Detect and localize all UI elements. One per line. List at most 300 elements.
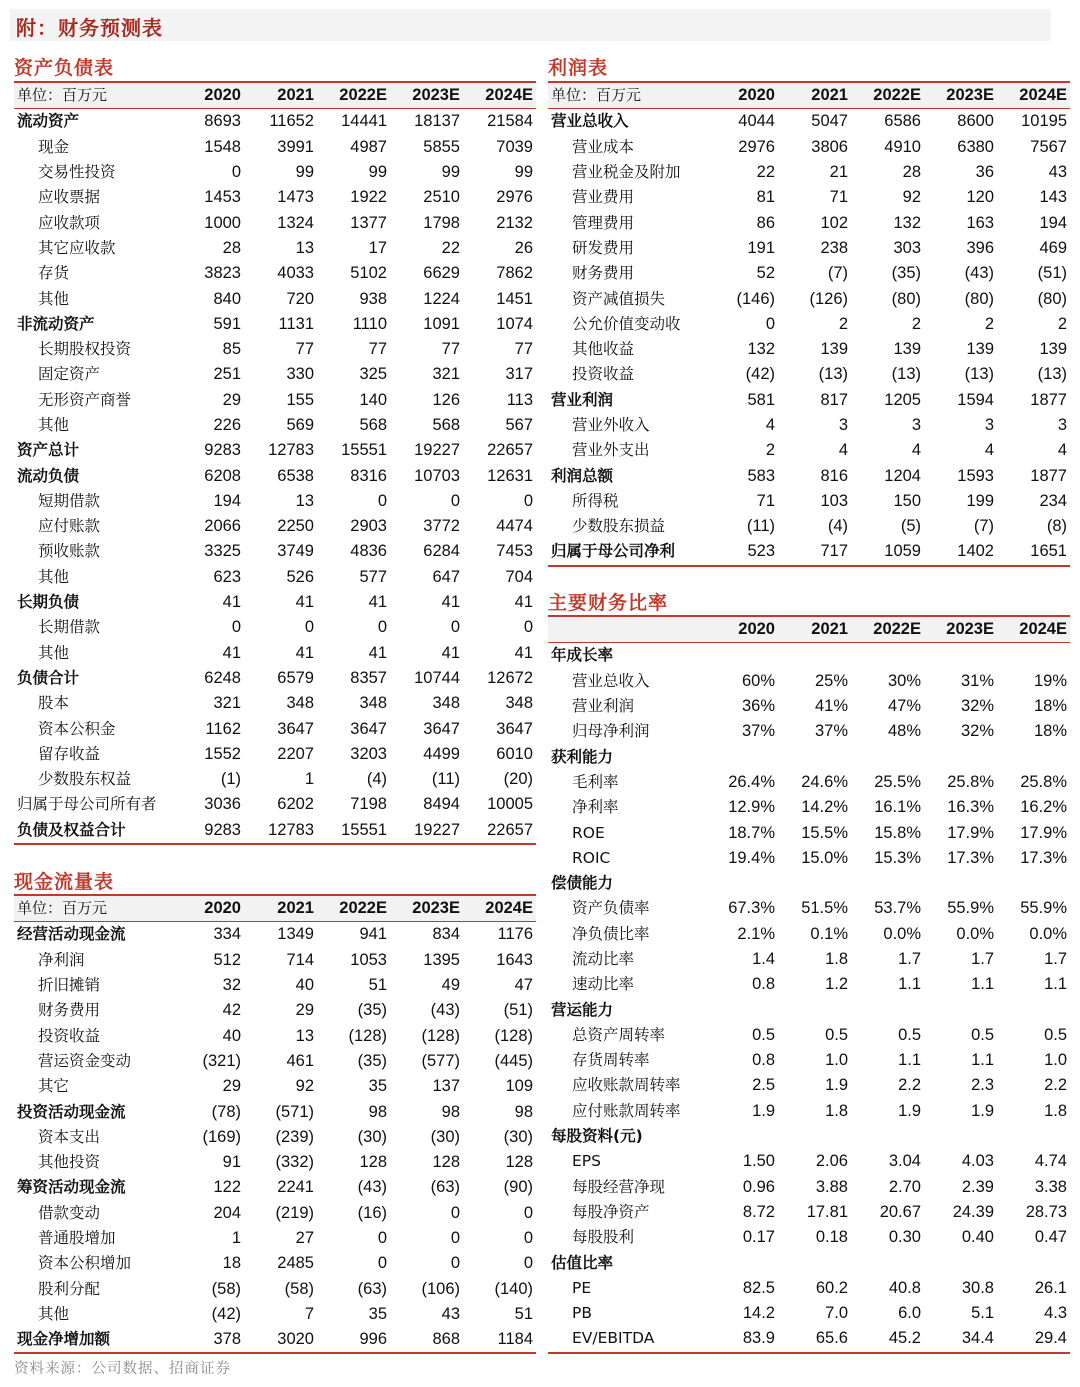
cell-value (778, 1124, 851, 1149)
cell-value: 83.9 (709, 1326, 778, 1352)
table-row (14, 1074, 536, 1099)
row-label: 长期借款 (38, 618, 101, 637)
cell-value: 1.8 (825, 950, 848, 968)
cell-value: 1205 (884, 390, 921, 409)
cell-value: 3020 (244, 1327, 317, 1353)
cell-value: 13 (295, 238, 314, 257)
cell-value: 139 (1039, 340, 1067, 359)
cell-value: (13) (891, 365, 921, 384)
row-label: 负债合计 (17, 668, 80, 687)
cell-value: 704 (505, 567, 533, 586)
row-label: 应收票据 (38, 188, 101, 207)
cell-value: 1224 (423, 289, 460, 308)
row-label: 折旧摊销 (38, 976, 101, 995)
cell-value: 0 (450, 618, 460, 637)
cell-value: 1059 (851, 539, 924, 565)
table-row (14, 1175, 536, 1200)
unit-label: 单位：百万元 (548, 82, 709, 109)
cell-value: 41 (514, 593, 533, 612)
cell-value: 303 (893, 238, 921, 257)
cell-value: 7039 (496, 137, 533, 156)
table-row (14, 1125, 536, 1150)
table-row (548, 744, 1070, 769)
cell-value: 461 (286, 1051, 314, 1070)
cell-value: 1.9 (752, 1101, 775, 1120)
cell-value: (13) (1037, 365, 1067, 384)
cell-value: (51) (1037, 264, 1067, 283)
cell-value: 16.1% (874, 798, 921, 817)
cell-value: 53.7% (874, 899, 921, 918)
cell-value: 1 (231, 1229, 241, 1247)
cell-value: 4 (838, 441, 848, 460)
cell-value: 18.7% (728, 823, 775, 842)
cell-value: 1.2 (825, 975, 848, 994)
row-label: 资本支出 (38, 1127, 101, 1146)
cell-value: 1798 (423, 213, 460, 232)
row-label: 资产减值损失 (572, 289, 666, 308)
cell-value: 1.1 (898, 975, 921, 994)
cell-value: 7.0 (825, 1304, 848, 1323)
year-header: 2020 (709, 82, 778, 109)
cell-value: (35) (891, 264, 921, 283)
cell-value: 1453 (204, 188, 241, 207)
table-row (548, 1326, 1070, 1352)
table-row (14, 998, 536, 1023)
cell-value: 526 (286, 567, 314, 586)
cell-value (997, 1124, 1070, 1149)
table-row (548, 1225, 1070, 1250)
cell-value: 14441 (341, 112, 387, 131)
cell-value: 24.6% (801, 772, 848, 791)
cell-value: 17.81 (806, 1202, 848, 1221)
cell-value: 36% (741, 697, 775, 716)
cell-value (924, 1124, 997, 1149)
cell-value: 1.7 (971, 950, 994, 968)
cell-value: 2 (1057, 314, 1067, 333)
table-row (548, 1276, 1070, 1301)
cell-value: 7 (304, 1304, 314, 1323)
cell-value: 8.72 (742, 1202, 775, 1221)
cell-value: 37% (814, 722, 848, 741)
row-label: 营业税金及附加 (572, 163, 681, 182)
cell-value: 3749 (277, 542, 314, 561)
cell-value: 3647 (423, 719, 460, 738)
row-label: 资产总计 (17, 441, 80, 460)
row-label: 其他 (38, 567, 70, 586)
cell-value: (8) (1046, 517, 1067, 536)
cell-value: 128 (359, 1153, 387, 1172)
cell-value: 2207 (277, 744, 314, 763)
table-row (14, 615, 536, 640)
cell-value: 32% (960, 722, 994, 741)
row-label: 筹资活动现金流 (17, 1178, 126, 1197)
cell-value: 15.5% (801, 823, 848, 842)
source-note: 资料来源：公司数据、招商证券 (14, 1361, 231, 1377)
cell-value: 1.9 (825, 1076, 848, 1095)
year-header: 2022E (851, 82, 924, 109)
table-row (548, 388, 1070, 413)
row-label: 营业总收入 (572, 671, 650, 690)
cell-value: 24.39 (952, 1202, 994, 1221)
cell-value: 103 (820, 491, 848, 510)
cell-value: 334 (213, 925, 241, 944)
cell-value: 143 (1039, 188, 1067, 207)
cell-value: 8316 (350, 466, 387, 485)
cell-value: 577 (359, 567, 387, 586)
row-label: 存货周转率 (572, 1051, 650, 1070)
cell-value: 0 (377, 618, 387, 637)
cell-value: 22657 (487, 441, 533, 460)
table-row (14, 1276, 536, 1301)
cell-value: 155 (286, 390, 314, 409)
income-statement-table (548, 81, 1070, 567)
cell-value: 15.8% (874, 823, 921, 842)
cell-value: 27 (295, 1229, 314, 1247)
table-row (548, 896, 1070, 921)
cell-value: 317 (505, 365, 533, 384)
cell-value: 139 (893, 340, 921, 359)
cell-value: 6202 (277, 795, 314, 814)
cell-value: 7198 (350, 795, 387, 814)
cell-value: 18137 (414, 112, 460, 131)
table-row (14, 210, 536, 235)
cell-value: 6.0 (898, 1304, 921, 1323)
row-label: 资本公积金 (38, 719, 116, 738)
table-row (548, 669, 1070, 694)
table-row (548, 1149, 1070, 1174)
cell-value: (321) (202, 1051, 241, 1070)
table-row (14, 539, 536, 564)
cell-value: 0.1% (810, 924, 848, 943)
cell-value: 139 (966, 340, 994, 359)
cell-value: 7567 (1030, 137, 1067, 156)
table-row (548, 1250, 1070, 1275)
cell-value: 3647 (350, 719, 387, 738)
cell-value: 10005 (487, 795, 533, 814)
cell-value: (11) (746, 517, 775, 536)
cell-value: 817 (820, 390, 848, 409)
row-label: 年成长率 (551, 646, 614, 665)
row-label: 营运能力 (551, 1000, 614, 1019)
row-label: PB (572, 1304, 592, 1323)
cell-value: 0.17 (742, 1228, 775, 1247)
cell-value: 469 (1039, 238, 1067, 257)
cell-value: (90) (503, 1178, 533, 1197)
cell-value: 647 (432, 567, 460, 586)
table-row (14, 792, 536, 817)
cell-value: 6248 (204, 668, 241, 687)
row-label: 应收账款周转率 (572, 1076, 681, 1095)
row-label: EPS (572, 1152, 601, 1171)
table-row (14, 286, 536, 311)
cell-value: 47% (887, 697, 921, 716)
cell-value: 18 (222, 1254, 241, 1273)
cell-value: 0 (450, 491, 460, 510)
cell-value: 717 (778, 539, 851, 565)
table-row (548, 160, 1070, 185)
cell-value: 1074 (496, 314, 533, 333)
cell-value: 29 (222, 390, 241, 409)
cell-value: 4499 (423, 744, 460, 763)
row-label: 流动比率 (572, 950, 635, 968)
cell-value: 40.8 (888, 1278, 921, 1297)
cell-value: (106) (421, 1279, 460, 1298)
cell-value: (4) (366, 770, 387, 789)
row-label: ROIC (572, 848, 611, 867)
cell-value: 52 (756, 264, 775, 283)
cell-value: 2 (838, 314, 848, 333)
row-label: 每股资料(元) (551, 1127, 643, 1146)
table-row (14, 160, 536, 185)
cell-value: 1053 (350, 950, 387, 969)
cell-value: 0 (523, 1203, 533, 1222)
cell-value: (43) (964, 264, 994, 283)
table-header-row (548, 82, 1070, 109)
cell-value (709, 643, 778, 669)
cell-value: 26.1 (1034, 1278, 1067, 1297)
cell-value: 1877 (1030, 390, 1067, 409)
cell-value: 1.50 (742, 1152, 775, 1171)
page-title-bar (10, 9, 1051, 41)
cell-value: 29.4 (997, 1326, 1070, 1352)
cell-value: 234 (1039, 491, 1067, 510)
table-row (14, 1201, 536, 1226)
year-header: 2023E (924, 616, 997, 643)
cell-value: 15551 (341, 441, 387, 460)
cell-value: (20) (503, 770, 533, 789)
cell-value: 321 (432, 365, 460, 384)
cell-value: 128 (432, 1153, 460, 1172)
cell-value: 137 (432, 1077, 460, 1096)
table-row (548, 1099, 1070, 1124)
cell-value: 1.8 (1044, 1101, 1067, 1120)
row-label: 每股股利 (572, 1228, 635, 1247)
table-row (548, 947, 1070, 972)
cell-value: 1110 (352, 314, 387, 333)
cell-value: 194 (1039, 213, 1067, 232)
cell-value: (80) (964, 289, 994, 308)
cell-value: (7) (827, 264, 848, 283)
cell-value: 92 (295, 1077, 314, 1096)
row-label: 营业利润 (572, 697, 635, 716)
cell-value: 3823 (204, 264, 241, 283)
cell-value: 868 (390, 1327, 463, 1353)
cell-value: 568 (359, 416, 387, 434)
cell-value: 51.5% (801, 899, 848, 918)
table-row (14, 1150, 536, 1175)
cell-value: 330 (286, 365, 314, 384)
cell-value: 623 (213, 567, 241, 586)
cell-value: 1552 (204, 744, 241, 763)
cell-value: (146) (736, 289, 775, 308)
cell-value: 17.9% (947, 823, 994, 842)
cell-value: 8600 (957, 112, 994, 131)
year-header: 2022E (317, 82, 390, 109)
cell-value: 512 (213, 950, 241, 969)
cell-value: 0 (377, 1254, 387, 1273)
cell-value: 2132 (496, 213, 533, 232)
cell-value: (63) (430, 1178, 460, 1197)
row-label: 公允价值变动收 (572, 314, 681, 333)
row-label: 管理费用 (572, 213, 635, 232)
cell-value: 3 (838, 416, 848, 434)
cell-value: (80) (891, 289, 921, 308)
cell-value: 41 (368, 593, 387, 612)
unit-label (548, 616, 709, 643)
row-label: EV/EBITDA (548, 1326, 709, 1352)
cell-value: 22 (756, 163, 775, 182)
cell-value: 191 (747, 238, 775, 257)
cell-value: 60% (741, 671, 775, 690)
cell-value: 2903 (350, 517, 387, 536)
cell-value: (35) (357, 1051, 387, 1070)
table-row (548, 286, 1070, 311)
cell-value: (16) (357, 1203, 387, 1222)
cell-value: 22657 (463, 818, 536, 844)
row-label: 无形资产商誉 (38, 390, 132, 409)
cell-value: 2976 (738, 137, 775, 156)
cell-value: 1451 (496, 289, 533, 308)
row-label: 应付账款周转率 (572, 1101, 681, 1120)
cell-value: 2.2 (898, 1076, 921, 1095)
cell-value: (11) (431, 770, 460, 789)
cell-value: 86 (756, 213, 775, 232)
row-label: 交易性投资 (38, 163, 116, 182)
row-label: 长期负债 (17, 593, 80, 612)
cell-value: 13 (295, 1026, 314, 1045)
cell-value: 4033 (277, 264, 314, 283)
row-label: 财务费用 (572, 264, 635, 283)
cell-value: (1) (220, 770, 241, 789)
cell-value: 1377 (350, 213, 387, 232)
cell-value: 1548 (204, 137, 241, 156)
table-row (548, 210, 1070, 235)
year-header: 2023E (390, 82, 463, 109)
row-label: 其他 (38, 289, 70, 308)
cell-value: 1402 (924, 539, 997, 565)
cell-value: 6629 (423, 264, 460, 283)
table-header-row (14, 82, 536, 109)
table-row (14, 236, 536, 261)
table-row (14, 565, 536, 590)
table-row (548, 109, 1070, 135)
table-row (14, 641, 536, 666)
row-label: 投资活动现金流 (17, 1102, 126, 1121)
cell-value: 321 (213, 694, 241, 713)
table-row (548, 1023, 1070, 1048)
cell-value: 1877 (1030, 466, 1067, 485)
cell-value: (219) (275, 1203, 314, 1222)
row-label: 其他投资 (38, 1153, 101, 1172)
year-header: 2024E (997, 82, 1070, 109)
cell-value: 1.4 (752, 950, 775, 968)
cell-value: 31% (960, 671, 994, 690)
table-row (14, 135, 536, 160)
cell-value: 1473 (277, 188, 314, 207)
cell-value: 8494 (423, 795, 460, 814)
cell-value: 2485 (277, 1254, 314, 1273)
cell-value: (128) (421, 1026, 460, 1045)
cell-value (778, 744, 851, 769)
cell-value (924, 1250, 997, 1275)
cell-value: 43 (1048, 163, 1067, 182)
cell-value: 4.3 (1044, 1304, 1067, 1323)
cell-value: 32% (960, 697, 994, 716)
table-row (14, 489, 536, 514)
table-row (14, 818, 536, 844)
row-label: 总资产周转率 (572, 1025, 666, 1044)
cell-value: 77 (514, 340, 533, 359)
row-label: 普通股增加 (38, 1229, 116, 1247)
cell-value: 0.30 (888, 1228, 921, 1247)
cell-value: 14.2% (801, 798, 848, 817)
cell-value (709, 997, 778, 1022)
cell-value: 1651 (997, 539, 1070, 565)
cell-value: 204 (213, 1203, 241, 1222)
cell-value: 0.5 (1044, 1025, 1067, 1044)
cell-value: (13) (818, 365, 848, 384)
table-row (14, 1226, 536, 1251)
row-label: 每股净资产 (572, 1202, 650, 1221)
cell-value: 238 (820, 238, 848, 257)
row-label: 其它 (38, 1077, 70, 1096)
row-label: 营业外支出 (572, 441, 650, 460)
cell-value: 55.9% (1020, 899, 1067, 918)
cell-value: 1091 (423, 314, 460, 333)
cell-value: 938 (359, 289, 387, 308)
cell-value: 2.2 (1044, 1076, 1067, 1095)
cell-value: 41 (295, 643, 314, 662)
cash-flow-title: 现金流量表 (14, 871, 115, 893)
cell-value: (169) (202, 1127, 241, 1146)
cell-value: 720 (286, 289, 314, 308)
table-row (548, 337, 1070, 362)
cell-value: 0.40 (961, 1228, 994, 1247)
cell-value: 12672 (487, 668, 533, 687)
cell-value: (7) (973, 517, 994, 536)
cell-value: 0 (523, 618, 533, 637)
year-header: 2021 (244, 82, 317, 109)
cell-value: (577) (421, 1051, 460, 1070)
cell-value: 9283 (175, 818, 244, 844)
cell-value: 16.2% (1020, 798, 1067, 817)
cell-value: 51 (514, 1304, 533, 1323)
cell-value: 2.70 (888, 1177, 921, 1196)
cell-value: 113 (506, 390, 533, 409)
cell-value: 41 (514, 643, 533, 662)
table-row (548, 1200, 1070, 1225)
cash-flow-table (14, 894, 536, 1354)
table-row (548, 846, 1070, 871)
cell-value: 4910 (884, 137, 921, 156)
cell-value: 47 (514, 976, 533, 995)
cell-value: 199 (966, 491, 994, 510)
table-row (548, 463, 1070, 488)
year-header: 2023E (924, 82, 997, 109)
cell-value: 3325 (204, 542, 241, 561)
row-label: 估值比率 (551, 1253, 614, 1272)
cell-value: (58) (211, 1279, 241, 1298)
cell-value: (13) (964, 365, 994, 384)
balance-sheet-table (14, 81, 536, 845)
cell-value (709, 1250, 778, 1275)
row-label: 财务费用 (38, 1001, 101, 1020)
table-row (14, 1251, 536, 1276)
cell-value: 834 (432, 925, 460, 944)
cell-value: 102 (820, 213, 848, 232)
cell-value: 0.5 (971, 1025, 994, 1044)
cell-value: 77 (441, 340, 460, 359)
